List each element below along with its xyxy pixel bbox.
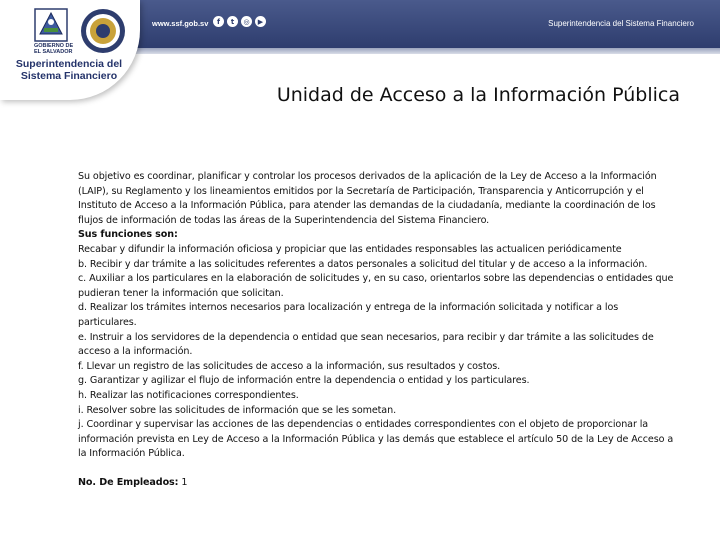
function-item: j. Coordinar y supervisar las acciones de las dependencias o entidades correspondientes con el objeto de proporcionar la información prevista en Ley de Acceso a la Información Pública y las demás que establece el artículo 50 de la Ley de Acceso a la Información Pública. xyxy=(78,419,674,460)
function-item: c. Auxiliar a los particulares en la elaboración de solicitudes y, en su caso, orientarlos sobre las dependencias o entidades que pudieran tener la información que solicitan. xyxy=(78,273,674,299)
function-item: Recabar y difundir la información oficiosa y propiciar que las entidades responsables las actualicen periódicamente xyxy=(78,243,622,255)
header-org-label: Superintendencia del Sistema Financiero xyxy=(548,19,694,28)
function-item: f. Llevar un registro de las solicitudes de acceso a la información, sus resultados y costos. xyxy=(78,360,501,372)
employees-value: 1 xyxy=(181,476,188,488)
functions-heading: Sus funciones son: xyxy=(78,229,178,241)
employees-line xyxy=(78,476,678,491)
function-item: d. Realizar los trámites internos necesarios para localización y entrega de la información solicitada y notificar a los particulares. xyxy=(78,302,619,328)
function-item: i. Resolver sobre las solicitudes de información que se les sometan. xyxy=(78,404,397,416)
org-name: Superintendencia del Sistema Financiero xyxy=(15,58,123,82)
function-item: g. Garantizar y agilizar el flujo de información entre la dependencia o entidad y los particulares. xyxy=(78,375,530,387)
twitter-icon[interactable]: t xyxy=(227,16,238,27)
function-item: e. Instruir a los servidores de la dependencia o entidad que sean necesarios, para recibir y dar trámite a las solicitudes de acceso a la información. xyxy=(78,331,654,358)
social-links xyxy=(213,16,266,27)
facebook-icon[interactable]: f xyxy=(213,16,224,27)
objective-paragraph: Su objetivo es coordinar, planificar y controlar los procesos derivados de la aplicación de la Ley de Acceso a la Información (LAIP), su Reglamento y los lineamientos emitidos por la Secretaría de Participación, Transparencia y Anticorrupción y el Instituto de Acceso a la Información Pública, para atender las demandas de la ciudadanía, mediante la coordinación de los flujos de información de todas las áreas de la Superintendencia del Sistema Financiero. xyxy=(78,171,657,226)
function-item: b. Recibir y dar trámite a las solicitudes referentes a datos personales a solicitud del titular y de acceso a la información. xyxy=(78,258,648,270)
gob-logo-text: GOBIERNO DE EL SALVADOR xyxy=(34,43,74,55)
government-shield-icon xyxy=(34,8,68,42)
ssf-seal-icon xyxy=(80,8,126,54)
function-item: h. Realizar las notificaciones correspondientes. xyxy=(78,389,299,401)
employees-label: No. De Empleados: xyxy=(78,476,179,488)
page-title: Unidad de Acceso a la Información Pública xyxy=(276,84,680,106)
youtube-icon[interactable]: ▶ xyxy=(255,16,266,27)
logo-panel xyxy=(0,0,140,100)
spacer xyxy=(78,462,678,476)
site-url-link[interactable]: www.ssf.gob.sv xyxy=(152,19,209,28)
instagram-icon[interactable]: ◎ xyxy=(241,16,252,27)
content-body xyxy=(78,170,678,490)
